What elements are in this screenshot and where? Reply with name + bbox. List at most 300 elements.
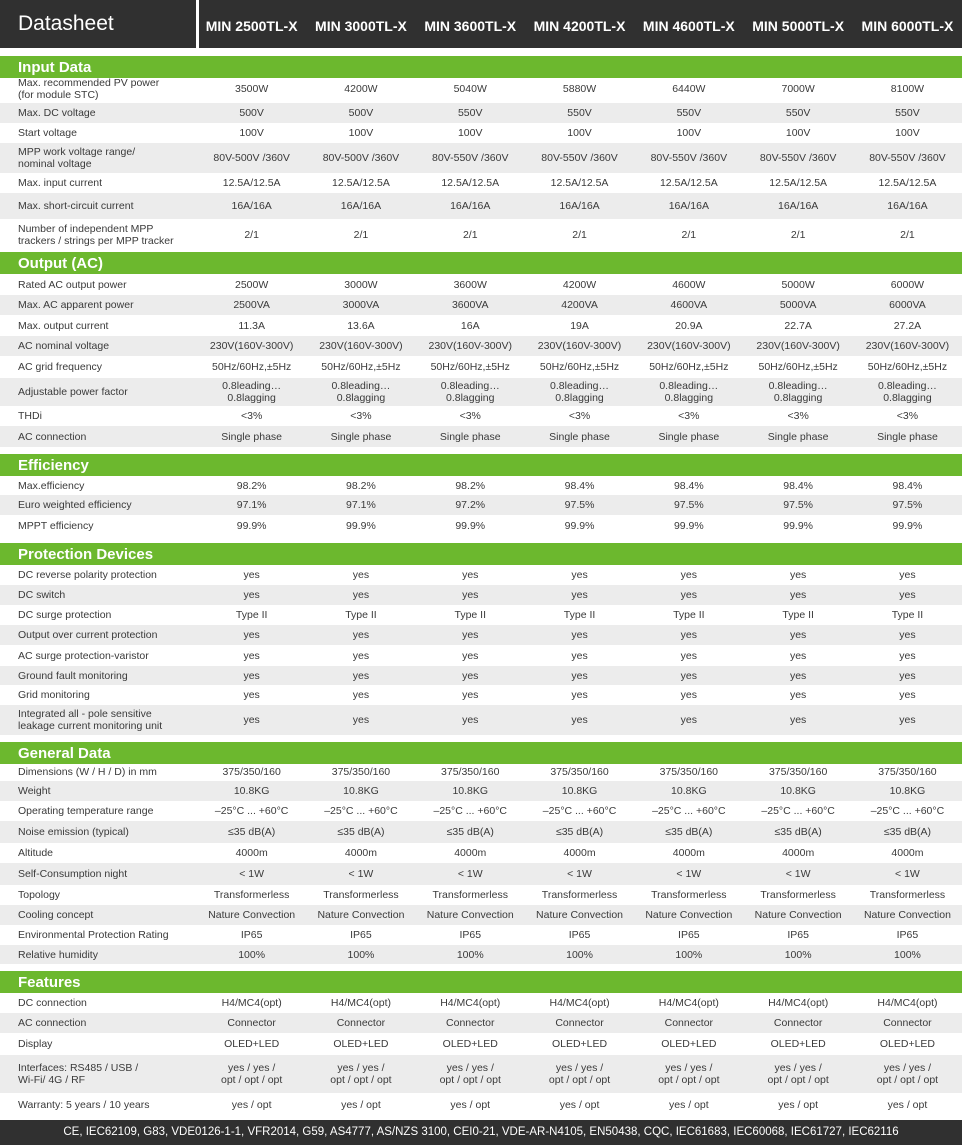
cell-value: OLED+LED bbox=[879, 1038, 936, 1050]
cell-value: 100% bbox=[675, 948, 703, 961]
cell-value: yes / opt bbox=[231, 1098, 272, 1111]
cell-value: yes bbox=[462, 669, 479, 682]
cell-value: 100% bbox=[784, 948, 812, 961]
cell-value: 100% bbox=[456, 948, 484, 961]
cell-value: 0.8leading… 0.8lagging bbox=[550, 380, 610, 404]
cell-value: 2500W bbox=[235, 278, 269, 291]
table-row bbox=[0, 123, 962, 143]
model-header: MIN 3000TL-X bbox=[315, 18, 407, 34]
cell-value: Transformerless bbox=[651, 889, 727, 901]
cell-value: OLED+LED bbox=[442, 1038, 498, 1050]
cell-value: 2/1 bbox=[572, 229, 587, 241]
cell-value: 16A/16A bbox=[778, 200, 819, 212]
model-header: MIN 2500TL-X bbox=[205, 18, 298, 34]
cell-value: 80V-550V /360V bbox=[650, 152, 728, 164]
cell-value: 80V-550V /360V bbox=[759, 152, 837, 164]
cell-value: 16A/16A bbox=[559, 200, 600, 212]
section-header: Input Data bbox=[0, 56, 962, 78]
table-row bbox=[0, 705, 962, 735]
cell-value: < 1W bbox=[895, 868, 920, 880]
cell-value: 100V bbox=[457, 127, 483, 139]
cell-value: 4000m bbox=[454, 847, 487, 859]
table-row bbox=[0, 905, 962, 925]
table-row bbox=[0, 426, 962, 447]
cell-value: 375/350/160 bbox=[659, 766, 719, 778]
cell-value: 4000m bbox=[344, 847, 377, 859]
table-row bbox=[0, 945, 962, 964]
table-row bbox=[0, 843, 962, 863]
cell-value: 230V(160V-300V) bbox=[756, 340, 840, 352]
cell-value: yes bbox=[680, 714, 697, 726]
section-header: Protection Devices bbox=[0, 543, 962, 565]
cell-value: IP65 bbox=[787, 929, 809, 941]
table-row bbox=[0, 863, 962, 885]
cell-value: yes bbox=[243, 714, 260, 726]
cell-value: 97.2% bbox=[455, 499, 486, 511]
cell-value: Nature Convection bbox=[645, 909, 733, 921]
cell-value: 5000VA bbox=[779, 299, 817, 311]
row-label: Start voltage bbox=[18, 127, 77, 139]
cell-value: 375/350/160 bbox=[222, 766, 281, 778]
table-row bbox=[0, 495, 962, 515]
row-label: Self-Consumption night bbox=[18, 868, 128, 880]
cell-value: 80V-550V /360V bbox=[869, 152, 946, 164]
cell-value: 4000m bbox=[563, 847, 596, 859]
cell-value: yes bbox=[243, 669, 260, 682]
cell-value: Connector bbox=[773, 1017, 823, 1029]
row-label: Euro weighted efficiency bbox=[18, 499, 132, 511]
table-row bbox=[0, 801, 962, 821]
cell-value: 50Hz/60Hz,±5Hz bbox=[867, 361, 948, 373]
cell-value: 2/1 bbox=[900, 229, 915, 241]
cell-value: 500V bbox=[348, 107, 374, 119]
cell-value: 10.8KG bbox=[233, 785, 270, 797]
row-label: Max. output current bbox=[18, 319, 109, 332]
cell-value: yes / opt bbox=[668, 1098, 709, 1111]
cell-value: Nature Convection bbox=[317, 909, 405, 921]
cell-value: 10.8KG bbox=[671, 785, 707, 797]
cell-value: yes bbox=[352, 649, 370, 662]
cell-value: yes / opt bbox=[887, 1098, 928, 1111]
cell-value: yes bbox=[462, 714, 479, 726]
cell-value: Single phase bbox=[330, 430, 392, 443]
cell-value: OLED+LED bbox=[224, 1038, 280, 1050]
cell-value: 375/350/160 bbox=[878, 766, 937, 778]
cell-value: 99.9% bbox=[346, 519, 376, 532]
row-label: AC grid frequency bbox=[18, 361, 103, 373]
model-header: MIN 5000TL-X bbox=[752, 18, 845, 34]
cell-value: 2500VA bbox=[233, 299, 270, 311]
cell-value: Single phase bbox=[549, 430, 610, 443]
table-row bbox=[0, 645, 962, 666]
section-header: Features bbox=[0, 971, 962, 993]
table-row bbox=[0, 585, 962, 605]
table-row bbox=[0, 666, 962, 685]
cell-value: 80V-550V /360V bbox=[541, 152, 618, 164]
cell-value: yes bbox=[899, 589, 916, 601]
row-label: Topology bbox=[18, 889, 61, 901]
cell-value: Connector bbox=[227, 1017, 276, 1029]
table-row bbox=[0, 625, 962, 645]
cell-value: 550V bbox=[457, 107, 483, 119]
row-label: AC nominal voltage bbox=[18, 340, 110, 352]
row-label: THDi bbox=[18, 410, 42, 422]
cell-value: 27.2A bbox=[893, 319, 922, 332]
cell-value: 100% bbox=[894, 948, 921, 961]
cell-value: 3500W bbox=[235, 83, 269, 95]
cell-value: 100V bbox=[676, 127, 702, 139]
row-label: Max.efficiency bbox=[18, 479, 85, 492]
row-label: Warranty: 5 years / 10 years bbox=[18, 1098, 150, 1111]
cell-value: 97.5% bbox=[673, 499, 704, 511]
cell-value: yes bbox=[571, 689, 588, 701]
cell-value: yes bbox=[352, 629, 370, 641]
cell-value: OLED+LED bbox=[551, 1038, 608, 1050]
cell-value: 98.4% bbox=[673, 479, 704, 492]
cell-value: Connector bbox=[446, 1017, 495, 1029]
cell-value: 3000W bbox=[344, 278, 378, 291]
cell-value: 375/350/160 bbox=[550, 766, 609, 778]
cell-value: yes bbox=[571, 589, 588, 601]
cell-value: Type II bbox=[891, 609, 924, 621]
row-label: Max. short-circuit current bbox=[18, 200, 134, 212]
table-row bbox=[0, 274, 962, 295]
cell-value: 230V(160V-300V) bbox=[537, 340, 622, 352]
cell-value: 6440W bbox=[672, 83, 706, 95]
cell-value: 98.4% bbox=[783, 479, 814, 492]
table-row bbox=[0, 75, 962, 103]
row-label: Relative humidity bbox=[18, 948, 98, 961]
cell-value: 5880W bbox=[562, 83, 597, 95]
cell-value: yes bbox=[243, 629, 260, 641]
cell-value: 0.8leading… 0.8lagging bbox=[877, 380, 937, 404]
cell-value: Single phase bbox=[439, 430, 501, 443]
cell-value: yes bbox=[899, 714, 916, 726]
cell-value: yes / yes / opt / opt / opt bbox=[439, 1062, 501, 1086]
cell-value: 4000m bbox=[672, 847, 705, 859]
cell-value: 50Hz/60Hz,±5Hz bbox=[321, 361, 401, 373]
cell-value: 100% bbox=[347, 948, 375, 961]
table-row bbox=[0, 1033, 962, 1055]
cell-value: 98.4% bbox=[564, 479, 595, 492]
cell-value: H4/MC4(opt) bbox=[330, 997, 391, 1009]
row-label: Weight bbox=[18, 785, 51, 797]
cell-value: yes bbox=[789, 589, 807, 601]
row-label: Max. input current bbox=[18, 177, 103, 189]
cell-value: 0.8leading… 0.8lagging bbox=[331, 380, 391, 404]
cell-value: ≤35 dB(A) bbox=[665, 826, 713, 838]
cell-value: 4000m bbox=[235, 847, 268, 859]
cell-value: Transformerless bbox=[869, 889, 946, 901]
table-row bbox=[0, 685, 962, 705]
row-label: Ground fault monitoring bbox=[18, 669, 128, 682]
cell-value: 4200VA bbox=[561, 299, 598, 311]
cell-value: 50Hz/60Hz,±5Hz bbox=[758, 361, 838, 373]
cell-value: 4200W bbox=[562, 278, 597, 291]
cell-value: yes / opt bbox=[559, 1098, 600, 1111]
cell-value: 230V(160V-300V) bbox=[647, 340, 731, 352]
cell-value: Type II bbox=[563, 609, 596, 621]
table-row bbox=[0, 1055, 962, 1093]
cell-value: yes bbox=[899, 669, 916, 682]
cell-value: < 1W bbox=[239, 868, 265, 880]
cell-value: H4/MC4(opt) bbox=[221, 997, 282, 1009]
cell-value: –25°C ... +60°C bbox=[433, 805, 507, 817]
row-label: Cooling concept bbox=[18, 909, 94, 921]
row-label: Operating temperature range bbox=[18, 805, 154, 817]
table-row bbox=[0, 356, 962, 378]
cell-value: Nature Convection bbox=[536, 909, 624, 921]
cell-value: Nature Convection bbox=[426, 909, 514, 921]
table-row bbox=[0, 1013, 962, 1033]
table-row bbox=[0, 193, 962, 219]
cell-value: yes bbox=[462, 569, 479, 581]
cell-value: –25°C ... +60°C bbox=[870, 805, 945, 817]
cell-value: Type II bbox=[673, 609, 705, 621]
cell-value: 6000VA bbox=[889, 299, 926, 311]
cell-value: Connector bbox=[883, 1017, 932, 1029]
cell-value: < 1W bbox=[567, 868, 592, 880]
page-title: Datasheet bbox=[18, 12, 114, 35]
row-label: Integrated all - pole sensitive leakage current monitoring unit bbox=[18, 708, 163, 732]
cell-value: Type II bbox=[782, 609, 814, 621]
table-row bbox=[0, 565, 962, 585]
cell-value: 11.3A bbox=[238, 319, 265, 332]
cell-value: 5040W bbox=[453, 83, 487, 95]
cell-value: 550V bbox=[895, 107, 920, 119]
cell-value: 99.9% bbox=[236, 519, 267, 532]
row-label: Adjustable power factor bbox=[18, 386, 128, 398]
cell-value: yes bbox=[789, 714, 807, 726]
cell-value: ≤35 dB(A) bbox=[555, 826, 604, 838]
cell-value: 12.5A/12.5A bbox=[222, 177, 281, 189]
cell-value: Transformerless bbox=[541, 889, 618, 901]
row-label: AC connection bbox=[18, 1017, 87, 1029]
cell-value: Connector bbox=[336, 1017, 386, 1029]
cell-value: ≤35 dB(A) bbox=[883, 826, 932, 838]
cell-value: 3600W bbox=[453, 278, 487, 291]
cell-value: < 1W bbox=[348, 868, 374, 880]
cell-value: yes bbox=[789, 689, 807, 701]
cell-value: 99.9% bbox=[564, 519, 595, 532]
cell-value: < 1W bbox=[457, 868, 483, 880]
cell-value: 13.6A bbox=[347, 319, 375, 332]
cell-value: 50Hz/60Hz,±5Hz bbox=[430, 361, 510, 373]
cell-value: <3% bbox=[678, 410, 700, 422]
table-row bbox=[0, 378, 962, 406]
cell-value: 100% bbox=[238, 948, 266, 961]
cell-value: 99.9% bbox=[673, 519, 704, 532]
row-label: DC switch bbox=[18, 589, 66, 601]
cell-value: –25°C ... +60°C bbox=[542, 805, 617, 817]
cell-value: Connector bbox=[664, 1017, 714, 1029]
row-label: Max. DC voltage bbox=[18, 107, 96, 119]
cell-value: H4/MC4(opt) bbox=[440, 997, 501, 1009]
cell-value: 100V bbox=[348, 127, 374, 139]
cell-value: 10.8KG bbox=[343, 785, 379, 797]
cell-value: –25°C ... +60°C bbox=[652, 805, 726, 817]
cell-value: yes bbox=[680, 629, 697, 641]
cell-value: ≤35 dB(A) bbox=[228, 826, 276, 838]
cell-value: yes bbox=[899, 689, 916, 701]
cell-value: 4000m bbox=[782, 847, 815, 859]
cell-value: Nature Convection bbox=[863, 909, 951, 921]
cell-value: 500V bbox=[239, 107, 264, 119]
row-label: MPP work voltage range/ nominal voltage bbox=[18, 146, 136, 170]
cell-value: 0.8leading… 0.8lagging bbox=[222, 380, 282, 404]
cell-value: 98.2% bbox=[236, 479, 267, 492]
cell-value: Single phase bbox=[658, 430, 720, 443]
cell-value: 100V bbox=[895, 127, 920, 139]
cell-value: 12.5A/12.5A bbox=[659, 177, 718, 189]
cell-value: 0.8leading… 0.8lagging bbox=[659, 380, 719, 404]
cell-value: 97.5% bbox=[564, 499, 595, 511]
section-header: General Data bbox=[0, 742, 962, 764]
cell-value: yes bbox=[789, 629, 807, 641]
cell-value: –25°C ... +60°C bbox=[214, 805, 289, 817]
cell-value: yes bbox=[352, 569, 370, 581]
cell-value: 12.5A/12.5A bbox=[550, 177, 609, 189]
cell-value: 8100W bbox=[890, 83, 925, 95]
table-row bbox=[0, 885, 962, 905]
row-label: Display bbox=[18, 1038, 53, 1050]
cell-value: < 1W bbox=[785, 868, 811, 880]
cell-value: OLED+LED bbox=[770, 1038, 826, 1050]
cell-value: yes bbox=[243, 589, 260, 601]
cell-value: 99.9% bbox=[783, 519, 814, 532]
cell-value: 50Hz/60Hz,±5Hz bbox=[649, 361, 729, 373]
cell-value: Type II bbox=[345, 609, 377, 621]
cell-value: 97.1% bbox=[236, 499, 267, 511]
cell-value: yes bbox=[571, 669, 588, 682]
cell-value: Nature Convection bbox=[208, 909, 296, 921]
row-label: Rated AC output power bbox=[18, 278, 127, 291]
cell-value: OLED+LED bbox=[333, 1038, 389, 1050]
table-row bbox=[0, 781, 962, 801]
cell-value: yes / yes / opt / opt / opt bbox=[767, 1062, 829, 1086]
cell-value: 98.2% bbox=[455, 479, 486, 492]
cell-value: 550V bbox=[676, 107, 702, 119]
cell-value: 2/1 bbox=[790, 229, 806, 241]
cell-value: < 1W bbox=[676, 868, 702, 880]
model-header: MIN 6000TL-X bbox=[861, 18, 954, 34]
row-label: DC connection bbox=[18, 997, 87, 1009]
cell-value: yes / yes / opt / opt / opt bbox=[548, 1062, 611, 1086]
cell-value: yes / yes / opt / opt / opt bbox=[221, 1062, 283, 1086]
cell-value: yes bbox=[462, 629, 479, 641]
table-row bbox=[0, 763, 962, 781]
cell-value: Transformerless bbox=[323, 889, 399, 901]
cell-value: yes bbox=[462, 689, 479, 701]
cell-value: yes / opt bbox=[778, 1098, 818, 1111]
cell-value: 2/1 bbox=[244, 229, 259, 241]
table-row bbox=[0, 336, 962, 356]
cell-value: 2/1 bbox=[462, 229, 478, 241]
cell-value: 22.7A bbox=[784, 319, 812, 332]
cell-value: Transformerless bbox=[432, 889, 508, 901]
row-label: AC surge protection-varistor bbox=[18, 649, 149, 662]
cell-value: 80V-500V /360V bbox=[213, 152, 290, 164]
cell-value: 16A/16A bbox=[887, 200, 928, 212]
cell-value: 7000W bbox=[781, 83, 815, 95]
cell-value: Transformerless bbox=[760, 889, 836, 901]
cell-value: 230V(160V-300V) bbox=[865, 340, 950, 352]
cell-value: 3600VA bbox=[451, 299, 489, 311]
cell-value: IP65 bbox=[568, 929, 591, 941]
cell-value: 97.5% bbox=[783, 499, 814, 511]
cell-value: 12.5A/12.5A bbox=[441, 177, 500, 189]
cell-value: 4600W bbox=[672, 278, 706, 291]
cell-value: Nature Convection bbox=[754, 909, 842, 921]
cell-value: 12.5A/12.5A bbox=[769, 177, 828, 189]
cell-value: yes bbox=[899, 629, 916, 641]
row-label: Dimensions (W / H / D) in mm bbox=[18, 766, 157, 778]
cell-value: Type II bbox=[235, 609, 268, 621]
cell-value: H4/MC4(opt) bbox=[768, 997, 829, 1009]
cell-value: yes bbox=[243, 649, 260, 662]
cell-value: <3% bbox=[568, 410, 591, 422]
certifications-footer: CE, IEC62109, G83, VDE0126-1-1, VFR2014, G59, AS4777, AS/NZS 3100, CEI0-21, VDE-AR-N4105, EN50438, CQC, IEC61683, IEC60068, IEC61727, IEC62116 bbox=[0, 1120, 962, 1145]
cell-value: IP65 bbox=[896, 929, 919, 941]
cell-value: 100V bbox=[567, 127, 592, 139]
cell-value: yes bbox=[571, 569, 588, 581]
cell-value: 375/350/160 bbox=[441, 766, 500, 778]
cell-value: yes bbox=[352, 689, 370, 701]
cell-value: 16A/16A bbox=[450, 200, 491, 212]
cell-value: 16A/16A bbox=[340, 200, 382, 212]
cell-value: yes bbox=[899, 569, 916, 581]
cell-value: 4000m bbox=[891, 847, 924, 859]
table-row bbox=[0, 925, 962, 945]
table-row bbox=[0, 993, 962, 1013]
cell-value: 97.1% bbox=[346, 499, 376, 511]
cell-value: 0.8leading… 0.8lagging bbox=[440, 380, 500, 404]
cell-value: H4/MC4(opt) bbox=[549, 997, 610, 1009]
cell-value: 99.9% bbox=[892, 519, 923, 532]
cell-value: 375/350/160 bbox=[331, 766, 391, 778]
cell-value: <3% bbox=[240, 410, 263, 422]
cell-value: 50Hz/60Hz,±5Hz bbox=[539, 361, 620, 373]
cell-value: yes bbox=[462, 649, 479, 662]
cell-value: yes bbox=[571, 629, 588, 641]
cell-value: 100V bbox=[239, 127, 264, 139]
cell-value: 2/1 bbox=[353, 229, 369, 241]
table-row bbox=[0, 605, 962, 625]
cell-value: yes / yes / opt / opt / opt bbox=[876, 1062, 939, 1086]
cell-value: 375/350/160 bbox=[768, 766, 828, 778]
cell-value: yes bbox=[899, 649, 916, 662]
row-label: Altitude bbox=[18, 847, 54, 859]
cell-value: IP65 bbox=[459, 929, 482, 941]
model-header: MIN 4600TL-X bbox=[642, 18, 735, 34]
cell-value: yes / yes / opt / opt / opt bbox=[330, 1062, 392, 1086]
cell-value: 16A bbox=[460, 319, 480, 332]
cell-value: 550V bbox=[567, 107, 592, 119]
cell-value: Single phase bbox=[767, 430, 829, 443]
cell-value: yes bbox=[352, 714, 370, 726]
cell-value: 12.5A/12.5A bbox=[332, 177, 390, 189]
cell-value: 99.9% bbox=[455, 519, 486, 532]
row-label: AC connection bbox=[18, 430, 87, 443]
cell-value: 10.8KG bbox=[889, 785, 926, 797]
row-label: Max. recommended PV power (for module STC) bbox=[18, 77, 160, 101]
cell-value: 10.8KG bbox=[780, 785, 816, 797]
cell-value: 98.2% bbox=[346, 479, 376, 492]
cell-value: 19A bbox=[570, 319, 589, 332]
model-header: MIN 3600TL-X bbox=[424, 18, 517, 34]
table-row bbox=[0, 295, 962, 315]
section-header: Output (AC) bbox=[0, 252, 962, 274]
